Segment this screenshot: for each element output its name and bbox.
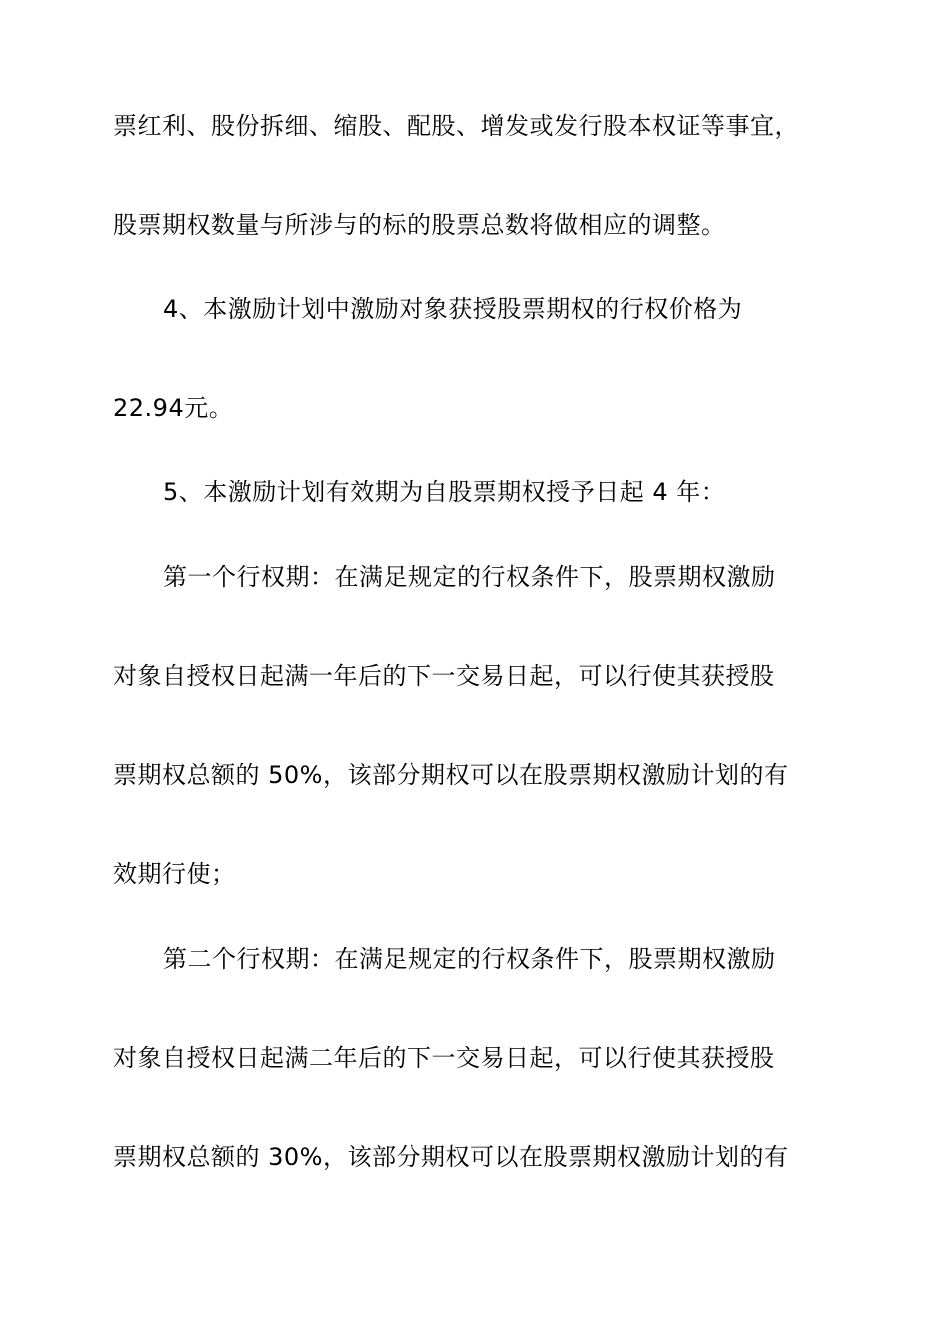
text-line: 票期权总额的 30%，该部分期权可以在股票期权激励计划的有	[113, 1143, 789, 1171]
text-line: 22.94元。	[113, 394, 234, 422]
text-line: 4、本激励计划中激励对象获授股票期权的行权价格为	[163, 295, 743, 323]
text-line: 票期权总额的 50%，该部分期权可以在股票期权激励计划的有	[113, 761, 789, 789]
text-line: 对象自授权日起满一年后的下一交易日起，可以行使其获授股	[113, 662, 775, 690]
text-line: 票红利、股份拆细、缩股、配股、增发或发行股本权证等事宜，	[113, 112, 799, 140]
text-line: 对象自授权日起满二年后的下一交易日起，可以行使其获授股	[113, 1044, 775, 1072]
text-line: 第一个行权期：在满足规定的行权条件下，股票期权激励	[163, 563, 776, 591]
text-line: 效期行使；	[113, 860, 236, 888]
text-line: 股票期权数量与所涉与的标的股票总数将做相应的调整。	[113, 211, 726, 239]
text-line: 第二个行权期：在满足规定的行权条件下，股票期权激励	[163, 945, 776, 973]
text-line: 5、本激励计划有效期为自股票期权授予日起 4 年：	[163, 478, 726, 506]
